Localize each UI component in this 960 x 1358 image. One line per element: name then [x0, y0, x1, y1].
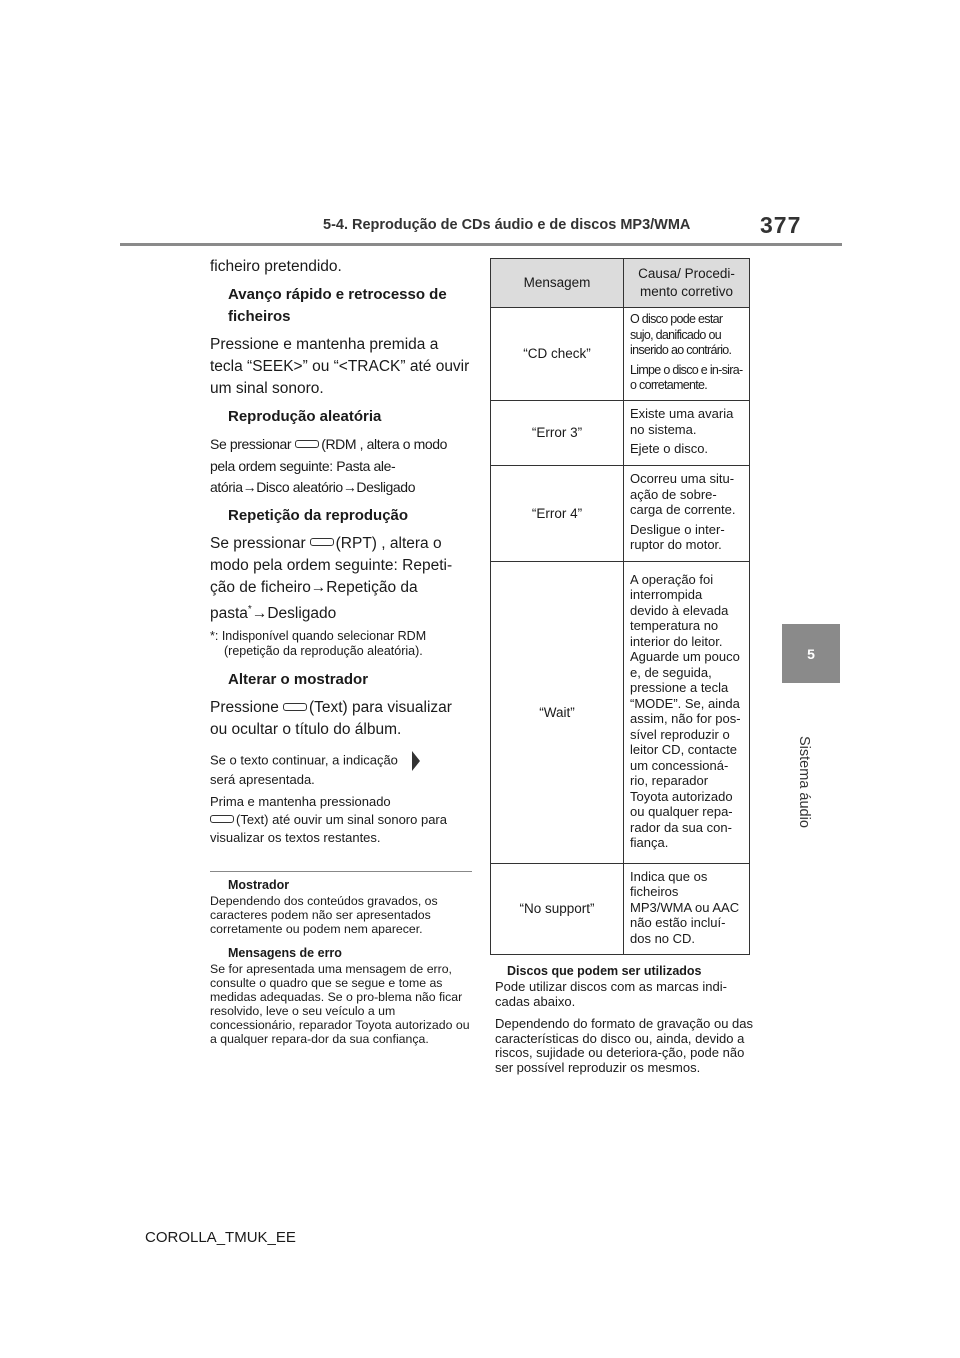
note-divider [210, 871, 472, 872]
error-table [490, 258, 750, 955]
display-text: Pressione (Text) para visualizar ou ocultar o título do álbum. [210, 698, 452, 738]
left-column [210, 256, 472, 1046]
discs-text-2: Dependendo do formato de gravação ou das características do disco ou, ainda, devido a riscos, sujidade ou deteriora-ção, pode não ser possível reproduzir os mesmos. [495, 1016, 754, 1075]
header-cause: Causa/ Procedi-mento corretivo [624, 259, 750, 308]
rdm-text: Se pressionar (RDM , altera o modo pela ordem seguinte: Pasta ale-atória→Disco aleatório→Desligado [210, 436, 448, 495]
rpt-text: Se pressionar (RPT) , altera o modo pela ordem seguinte: Repeti-ção de ficheiro→Repetição da pasta*→Desligado [210, 534, 453, 622]
text-button-icon [283, 703, 307, 711]
ff-text: Pressione e mantenha premida a tecla “SEEK>” ou “<TRACK” até ouvir um sinal sonoro. [210, 336, 470, 397]
section-title: 5-4. Reprodução de CDs áudio e de discos MP3/WMA [323, 217, 691, 233]
message-cell: “Error 3” [491, 400, 624, 465]
cause-cell: Existe uma avaria no sistema. Ejete o disco. [624, 400, 750, 465]
rpt-button-icon [310, 538, 334, 546]
continue-arrow-icon [412, 751, 420, 771]
cause-cell: A operação foi interrompida devido à elevada temperatura no interior do leitor. Aguarde um pouco e, de seguida, pressione a tecla “MODE”. Se, ainda assim, não for pos-sível reproduzir o leitor CD, contacte um concessioná-rio, reparador Toyota autorizado ou qualquer repa-rador da sua con-fiança. [624, 561, 750, 863]
error-heading: Mensagens de erro [228, 945, 342, 960]
discs-heading: Discos que podem ser utilizados [507, 964, 702, 978]
message-cell: “Error 4” [491, 465, 624, 561]
rdm-button-icon [295, 440, 319, 448]
table-row [491, 465, 750, 561]
hold-text: Prima e mantenha pressionado (Text) até ouvir um sinal sonoro para visualizar os textos restantes. [210, 793, 447, 845]
right-column-notes [495, 964, 757, 1075]
ff-heading: Avanço rápido e retrocesso de ficheiros [228, 286, 447, 325]
table-row [491, 308, 750, 401]
note-heading: Mostrador [228, 877, 290, 892]
chapter-tab: 5 [782, 624, 840, 683]
continue-text: Se o texto continuar, a indicação será apresentada. [210, 751, 472, 789]
message-cell: “Wait” [491, 561, 624, 863]
error-text: Se for apresentada uma mensagem de erro, consulte o quadro que se segue e tome as medidas adequadas. Se o pro-blema não ficar resolvido, leve o seu veículo a um concessionário, reparador Toyota autorizado ou a qualquer repara-dor da sua confiança. [210, 961, 470, 1046]
rdm-heading: Reprodução aleatória [228, 408, 382, 425]
message-cell: “CD check” [491, 308, 624, 401]
cause-cell: Ocorreu uma situ-ação de sobre-carga de corrente. Desligue o inter-ruptor do motor. [624, 465, 750, 561]
table-row [491, 863, 750, 954]
discs-text-1: Pode utilizar discos com as marcas indi-cadas abaixo. [495, 979, 727, 1009]
rpt-heading: Repetição da reprodução [228, 506, 409, 524]
footer-model: COROLLA_TMUK_EE [145, 1229, 296, 1246]
text-button-icon-2 [210, 815, 234, 823]
table-row [491, 561, 750, 863]
intro-text: ficheiro pretendido. [210, 258, 342, 275]
note-text: Dependendo dos conteúdos gravados, os caracteres podem não ser apresentados corretamente ou podem nem aparecer. [210, 893, 438, 936]
chapter-tab-label: Sistema áudio [796, 736, 812, 828]
cause-cell: Indica que os ficheiros MP3/WMA ou AAC não estão incluí-dos no CD. [624, 863, 750, 954]
header-message: Mensagem [491, 259, 624, 308]
page-number: 377 [760, 212, 802, 238]
table-header-row [491, 259, 750, 308]
message-cell: “No support” [491, 863, 624, 954]
table-row [491, 400, 750, 465]
cause-cell: O disco pode estar sujo, danificado ou inserido ao contrário. Limpe o disco e in-sira-o corretamente. [624, 308, 750, 401]
footnote: *: Indisponível quando selecionar RDM (repetição da reprodução aleatória). [210, 628, 427, 658]
header-rule [120, 243, 842, 246]
display-heading: Alterar o mostrador [228, 670, 369, 688]
